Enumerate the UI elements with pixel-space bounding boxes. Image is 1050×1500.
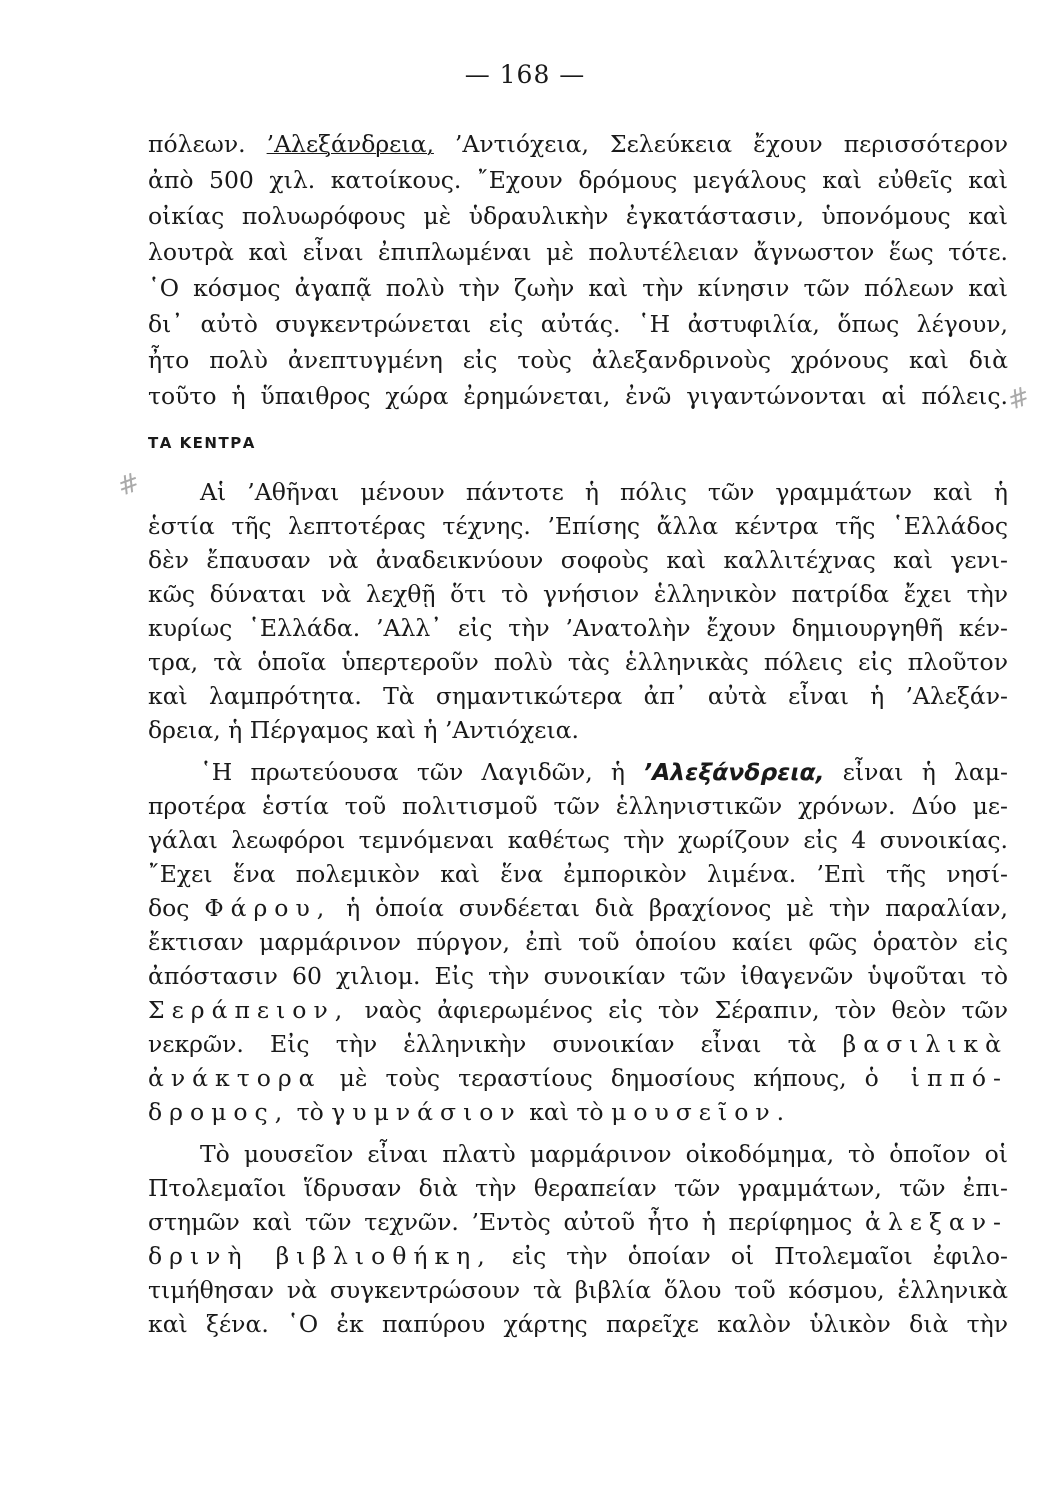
- pencil-hash-mark: #: [113, 467, 145, 503]
- text-run: μὲ τοὺς τεραστίους δημοσίους κήπους,: [321, 1064, 865, 1092]
- paragraph-3-line-1: [200, 756, 1008, 788]
- text-run: καὶ τὸ: [521, 1098, 612, 1126]
- text-run: ἡ ὁποία συνδέεται διὰ βραχίονος μὲ τὴν παραλίαν,: [331, 894, 1008, 922]
- bold-alexandreia: ’Αλεξάνδρεια,: [643, 758, 825, 786]
- paragraph-4-line-4: [148, 1240, 1008, 1272]
- text-run: ῾Η πρωτεύουσα τῶν Λαγιδῶν, ἡ: [200, 758, 644, 786]
- spaced-mouseion: μουσεῖον.: [611, 1098, 792, 1126]
- text-run: ’Αντιόχεια, Σελεύκεια ἔχουν περισσότερον: [433, 130, 1008, 158]
- section-heading: ΤΑ ΚΕΝΤΡΑ: [148, 434, 256, 452]
- paragraph-1-line-4: λουτρὰ καὶ εἶναι ἐπιπλωμέναι μὲ πολυτέλειαν ἄγνωστον ἕως τότε.: [148, 238, 1008, 266]
- text-run: στημῶν καὶ τῶν τεχνῶν. ’Εντὸς αὐτοῦ ἦτο ἡ περίφημος: [148, 1208, 866, 1236]
- spaced-alexandrini: ἀλεξαν-: [865, 1208, 1008, 1236]
- paragraph-3-line-3: γάλαι λεωφόροι τεμνόμεναι καθέτως τὴν χωρίζουν εἰς 4 συνοικίας.: [148, 826, 1008, 854]
- paragraph-1-line-5: ῾Ο κόσμος ἀγαπᾷ πολὺ τὴν ζωὴν καὶ τὴν κίνησιν τῶν πόλεων καὶ: [148, 274, 1008, 302]
- paragraph-3-line-5: [148, 892, 1008, 924]
- paragraph-4-line-1: Τὸ μουσεῖον εἶναι πλατὺ μαρμάρινον οἰκοδόμημα, τὸ ὁποῖον οἱ: [200, 1140, 1008, 1168]
- paragraph-3-line-7: ἀπόστασιν 60 χιλιομ. Εἰς τὴν συνοικίαν τῶν ἰθαγενῶν ὑψοῦται τὸ: [148, 962, 1008, 990]
- paragraph-4-line-2: Πτολεμαῖοι ἵδρυσαν διὰ τὴν θεραπείαν τῶν γραμμάτων, τῶν ἐπι-: [148, 1174, 1008, 1202]
- paragraph-3-line-11: [148, 1096, 1008, 1128]
- paragraph-1-line-2: ἀπὸ 500 χιλ. κατοίκους. ῎Εχουν δρόμους μεγάλους καὶ εὐθεῖς καὶ: [148, 166, 1008, 194]
- spaced-serapeion: Σεράπειον,: [148, 996, 350, 1024]
- paragraph-2-line-1: Αἱ ’Αθῆναι μένουν πάντοτε ἡ πόλις τῶν γραμμάτων καὶ ἡ: [200, 478, 1008, 506]
- text-run: εἶναι ἡ λαμ-: [824, 758, 1008, 786]
- paragraph-3-line-6: ἔκτισαν μαρμάρινον πύργον, ἐπὶ τοῦ ὁποίου καίει φῶς ὁρατὸν εἰς: [148, 928, 1008, 956]
- text-run: δος: [148, 894, 205, 922]
- text-run: νεκρῶν. Εἰς τὴν ἑλληνικὴν συνοικίαν εἶναι τὰ: [148, 1030, 843, 1058]
- underlined-alexandreia: ’Αλεξάνδρεια,: [266, 130, 434, 158]
- paragraph-2-line-7: καὶ λαμπρότητα. Τὰ σημαντικώτερα ἀπ᾿ αὐτὰ εἶναι ἡ ’Αλεξάν-: [148, 682, 1008, 710]
- pencil-hash-mark: #: [1003, 381, 1035, 417]
- paragraph-1-line-8: τοῦτο ἡ ὕπαιθρος χώρα ἐρημώνεται, ἐνῶ γιγαντώνονται αἱ πόλεις.: [148, 382, 1008, 410]
- paragraph-2-line-8: δρεια, ἡ Πέργαμος καὶ ἡ ’Αντιόχεια.: [148, 716, 580, 744]
- paragraph-2-line-4: κῶς δύναται νὰ λεχθῇ ὅτι τὸ γνήσιον ἑλληνικὸν πατρίδα ἔχει τὴν: [148, 580, 1008, 608]
- spaced-gymnasion: γυμνάσιον: [331, 1098, 522, 1126]
- paragraph-3-line-9: [148, 1028, 1008, 1060]
- spaced-ippodromos: ὁ ἱππό-: [864, 1064, 1009, 1092]
- paragraph-1-line-3: οἰκίας πολυωρόφους μὲ ὑδραυλικὴν ἐγκατάστασιν, ὑπονόμους καὶ: [148, 202, 1008, 230]
- page-number: — 168 —: [464, 60, 586, 89]
- spaced-anaktora: ἀνάκτορα: [148, 1064, 322, 1092]
- paragraph-3-line-2: προτέρα ἑστία τοῦ πολιτισμοῦ τῶν ἑλληνιστικῶν χρόνων. Δύο με-: [148, 792, 1008, 820]
- text-run: εἰς τὴν ὁποίαν οἱ Πτολεμαῖοι ἐφιλο-: [491, 1242, 1008, 1270]
- spaced-faros: Φάρου,: [204, 894, 332, 922]
- paragraph-2-line-6: τρα, τὰ ὁποῖα ὑπερτεροῦν πολὺ τὰς ἑλληνικὰς πόλεις εἰς πλοῦτον: [148, 648, 1008, 676]
- paragraph-4-line-5: τιμήθησαν νὰ συγκεντρώσουν τὰ βιβλία ὅλου τοῦ κόσμου, ἑλληνικὰ: [148, 1276, 1008, 1304]
- text-run: πόλεων.: [148, 130, 267, 158]
- paragraph-2-line-2: ἑστία τῆς λεπτοτέρας τέχνης. ’Επίσης ἄλλα κέντρα τῆς ῾Ελλάδος: [148, 512, 1008, 540]
- paragraph-4-line-3: [148, 1206, 1008, 1238]
- paragraph-2-line-5: κυρίως ῾Ελλάδα. ’Αλλ᾿ εἰς τὴν ’Ανατολὴν ἔχουν δημιουργηθῆ κέν-: [148, 614, 1008, 642]
- text-run: ναὸς ἀφιερωμένος εἰς τὸν Σέραπιν, τὸν θεὸν τῶν: [349, 996, 1008, 1024]
- paragraph-1-line-1: [148, 128, 1008, 160]
- paragraph-1-line-6: δι᾿ αὐτὸ συγκεντρώνεται εἰς αὐτάς. ῾Η ἀστυφιλία, ὅπως λέγουν,: [148, 310, 1008, 338]
- spaced-vasilika: βασιλικὰ: [842, 1030, 1008, 1058]
- spaced-vivliothiki: δρινὴ βιβλιοθήκη,: [148, 1242, 492, 1270]
- paragraph-3-line-8: [148, 994, 1008, 1026]
- paragraph-3-line-4: ῎Εχει ἕνα πολεμικὸν καὶ ἕνα ἐμπορικὸν λιμένα. ’Επὶ τῆς νησί-: [148, 860, 1008, 888]
- paragraph-1-line-7: ἦτο πολὺ ἀνεπτυγμένη εἰς τοὺς ἀλεξανδρινοὺς χρόνους καὶ διὰ: [148, 346, 1008, 374]
- text-run: τὸ: [289, 1098, 332, 1126]
- paragraph-2-line-3: δὲν ἔπαυσαν νὰ ἀναδεικνύουν σοφοὺς καὶ καλλιτέχνας καὶ γενι-: [148, 546, 1008, 574]
- paragraph-4-line-6: καὶ ξένα. ῾Ο ἐκ παπύρου χάρτης παρεῖχε καλὸν ὑλικὸν διὰ τὴν: [148, 1310, 1008, 1338]
- paragraph-3-line-10: [148, 1062, 1008, 1094]
- spaced-ippodromos-end: δρομος,: [148, 1098, 290, 1126]
